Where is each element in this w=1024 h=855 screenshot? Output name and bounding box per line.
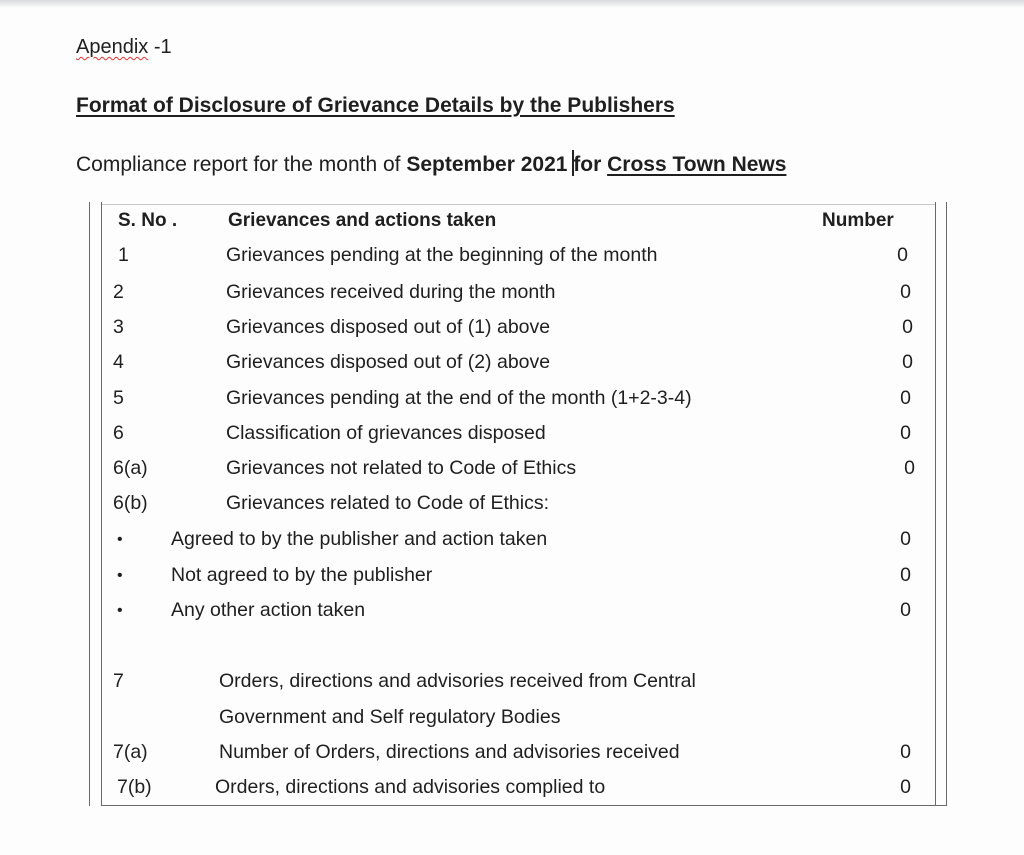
appendix-word: Apendix [76, 36, 149, 58]
row-2-description: Grievances received during the month [226, 281, 556, 303]
table-left-inner-border [101, 202, 102, 806]
row-3-description: Grievances disposed out of (1) above [226, 316, 551, 338]
table-top-border [102, 204, 935, 205]
window-top-edge [0, 0, 1024, 8]
bullet-1-symbol: • [117, 531, 123, 548]
row-4-sno: 4 [113, 351, 124, 373]
bullet-2-description: Not agreed to by the publisher [171, 564, 433, 586]
header-number: Number [822, 210, 894, 231]
row-7-description-line2: Government and Self regulatory Bodies [219, 706, 561, 728]
row-1-sno: 1 [118, 244, 129, 266]
document-heading: Format of Disclosure of Grievance Details by the Publishers [76, 94, 675, 117]
appendix-suffix: -1 [148, 36, 172, 58]
row-6-number: 0 [900, 422, 911, 444]
row-7-sno: 7 [113, 670, 124, 692]
table-right-inner-border [935, 202, 936, 806]
row-7a-sno: 7(a) [113, 741, 148, 763]
row-4-description: Grievances disposed out of (2) above [226, 351, 551, 373]
row-5-sno: 5 [113, 387, 124, 409]
intro-line [76, 150, 786, 177]
table-bottom-border [101, 805, 947, 806]
row-7b-description: Orders, directions and advisories complied to [215, 776, 606, 798]
intro-for: for [573, 153, 602, 176]
row-7b-number: 0 [900, 776, 911, 798]
row-3-sno: 3 [113, 316, 124, 338]
row-6b-sno: 6(b) [113, 492, 148, 514]
header-description: Grievances and actions taken [228, 210, 497, 231]
row-4-number: 0 [902, 351, 913, 373]
row-7a-description: Number of Orders, directions and advisories received [219, 741, 680, 763]
bullet-3-description: Any other action taken [171, 599, 366, 621]
row-6-sno: 6 [113, 422, 124, 444]
row-6-description: Classification of grievances disposed [226, 422, 546, 444]
row-5-number: 0 [900, 387, 911, 409]
row-1-number: 0 [897, 244, 908, 266]
bullet-2-number: 0 [900, 564, 911, 586]
row-7-description-line1: Orders, directions and advisories received from Central [219, 670, 696, 692]
row-1-description: Grievances pending at the beginning of the month [226, 244, 658, 266]
row-7b-sno: 7(b) [117, 776, 152, 798]
header-sno: S. No . [118, 210, 178, 231]
bullet-1-description: Agreed to by the publisher and action taken [171, 528, 548, 550]
intro-month: September 2021 [406, 153, 568, 176]
table-right-outer-border [946, 202, 947, 806]
row-5-description: Grievances pending at the end of the month (1+2-3-4) [226, 387, 692, 409]
bullet-2-symbol: • [117, 567, 123, 584]
bullet-3-symbol: • [117, 602, 123, 619]
row-2-number: 0 [900, 281, 911, 303]
row-6a-sno: 6(a) [113, 457, 148, 479]
row-7a-number: 0 [900, 741, 911, 763]
row-6a-description: Grievances not related to Code of Ethics [226, 457, 577, 479]
appendix-label [76, 36, 172, 59]
row-2-sno: 2 [113, 281, 124, 303]
intro-prefix: Compliance report for the month of [76, 153, 407, 176]
row-6b-description: Grievances related to Code of Ethics: [226, 492, 549, 514]
bullet-1-number: 0 [900, 528, 911, 550]
table-left-outer-border [89, 202, 90, 806]
bullet-3-number: 0 [900, 599, 911, 621]
row-6a-number: 0 [904, 457, 915, 479]
intro-publisher: Cross Town News [607, 153, 787, 176]
row-3-number: 0 [902, 316, 913, 338]
